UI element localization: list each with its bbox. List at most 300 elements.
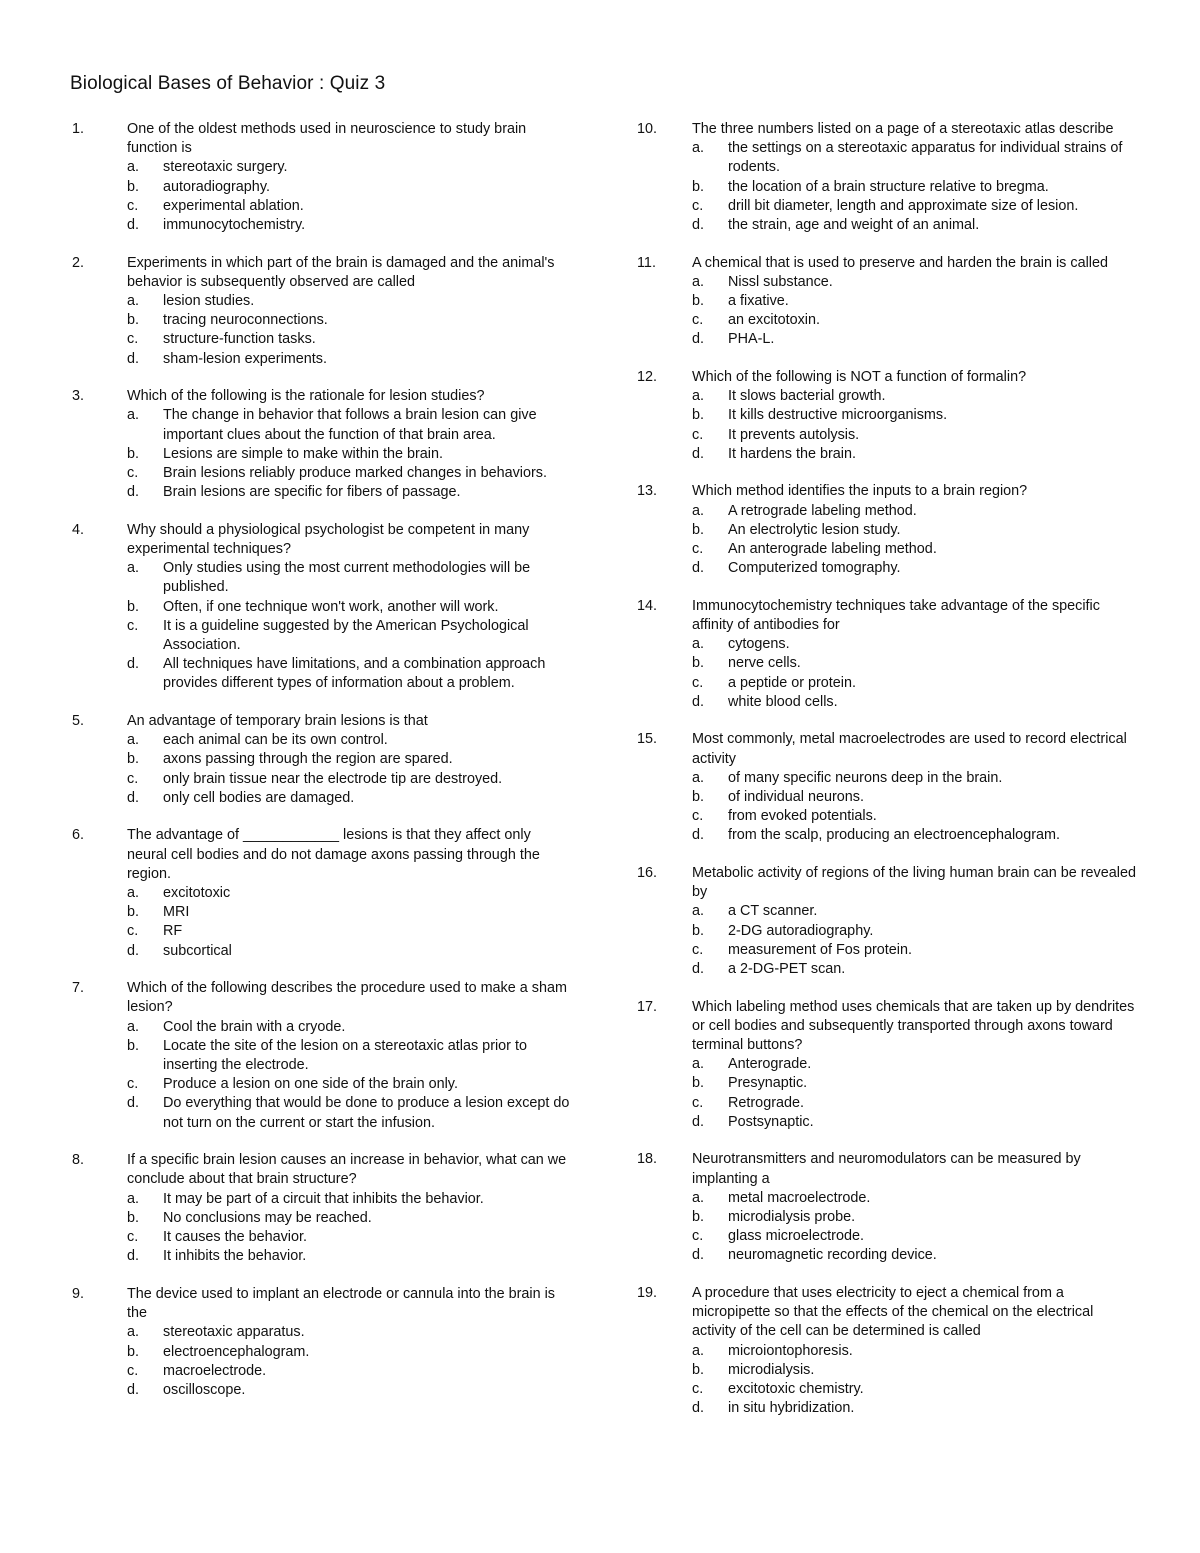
option-letter: d. xyxy=(692,331,705,348)
question-item xyxy=(637,998,1137,1132)
option-text: It is a guideline suggested by the American Psychological Association. xyxy=(163,617,529,654)
question-item xyxy=(637,254,1137,350)
option-letter: a. xyxy=(127,159,140,176)
question-stem xyxy=(72,712,572,731)
answer-option xyxy=(127,922,572,941)
option-text: stereotaxic surgery. xyxy=(163,159,288,176)
option-letter: b. xyxy=(692,407,705,424)
answer-option xyxy=(127,1018,572,1037)
question-stem xyxy=(637,482,1137,501)
answer-option xyxy=(127,350,572,369)
option-text: It causes the behavior. xyxy=(163,1229,307,1246)
answer-option xyxy=(692,406,1137,425)
answer-option xyxy=(127,406,572,444)
question-text: Which of the following describes the procedure used to make a sham lesion? xyxy=(127,980,567,1016)
option-letter: c. xyxy=(692,1094,704,1111)
answer-option xyxy=(692,635,1137,654)
option-letter: d. xyxy=(692,1247,705,1264)
option-text: Nissl substance. xyxy=(728,273,833,290)
answer-option xyxy=(692,1113,1137,1132)
option-text: macroelectrode. xyxy=(163,1362,267,1379)
option-letter: c. xyxy=(127,1362,139,1379)
answer-options xyxy=(72,884,572,961)
question-number: 7. xyxy=(72,980,85,997)
question-number: 13. xyxy=(637,483,658,500)
option-letter: c. xyxy=(692,426,704,443)
option-letter: d. xyxy=(127,217,140,234)
answer-options xyxy=(72,406,572,502)
question-item xyxy=(637,597,1137,712)
option-text: It kills destructive microorganisms. xyxy=(728,407,948,424)
answer-option xyxy=(127,197,572,216)
option-letter: c. xyxy=(692,1228,704,1245)
question-number: 4. xyxy=(72,521,85,538)
option-letter: d. xyxy=(692,1113,705,1130)
answer-options xyxy=(637,387,1137,464)
answer-options xyxy=(637,1342,1137,1419)
question-stem xyxy=(637,998,1137,1056)
answer-option xyxy=(127,789,572,808)
question-number: 8. xyxy=(72,1152,85,1169)
option-text: the strain, age and weight of an animal. xyxy=(728,217,980,234)
question-number: 3. xyxy=(72,388,85,405)
answer-option xyxy=(127,1343,572,1362)
option-letter: a. xyxy=(127,1190,140,1207)
option-letter: a. xyxy=(692,903,705,920)
answer-option xyxy=(692,960,1137,979)
answer-option xyxy=(127,178,572,197)
question-item xyxy=(637,120,1137,235)
answer-option xyxy=(127,559,572,597)
question-text: A chemical that is used to preserve and harden the brain is called xyxy=(692,254,1108,271)
option-letter: b. xyxy=(692,521,705,538)
answer-option xyxy=(127,1362,572,1381)
option-text: microdialysis. xyxy=(728,1361,815,1378)
option-letter: b. xyxy=(127,751,140,768)
answer-option xyxy=(127,1247,572,1266)
question-text: Which labeling method uses chemicals that are taken up by dendrites or cell bodies and subsequently transported through axons toward terminal buttons? xyxy=(692,998,1135,1054)
answer-option xyxy=(127,1190,572,1209)
answer-options xyxy=(72,1323,572,1400)
option-letter: a. xyxy=(127,560,140,577)
option-text: metal macroelectrode. xyxy=(728,1189,871,1206)
option-letter: d. xyxy=(127,1095,140,1112)
option-letter: b. xyxy=(692,293,705,310)
question-text: Which of the following is NOT a function of formalin? xyxy=(692,369,1027,386)
option-text: Only studies using the most current methodologies will be published. xyxy=(163,560,531,596)
option-letter: a. xyxy=(127,732,140,749)
option-letter: c. xyxy=(127,1076,139,1093)
answer-option xyxy=(692,521,1137,540)
answer-option xyxy=(692,941,1137,960)
answer-option xyxy=(692,273,1137,292)
option-text: Cool the brain with a cryode. xyxy=(163,1018,346,1035)
option-letter: a. xyxy=(692,388,705,405)
question-text: Most commonly, metal macroelectrodes are used to record electrical activity xyxy=(692,731,1127,767)
answer-option xyxy=(127,1075,572,1094)
question-stem xyxy=(72,1285,572,1323)
option-letter: b. xyxy=(692,178,705,195)
question-stem xyxy=(72,387,572,406)
option-letter: c. xyxy=(692,674,704,691)
option-letter: c. xyxy=(127,1229,139,1246)
option-text: axons passing through the region are spared. xyxy=(163,751,453,768)
question-stem xyxy=(72,979,572,1017)
option-letter: d. xyxy=(127,484,140,501)
answer-options xyxy=(637,1189,1137,1266)
question-text: An advantage of temporary brain lesions is that xyxy=(127,713,428,730)
option-letter: c. xyxy=(692,808,704,825)
question-number: 17. xyxy=(637,998,658,1015)
option-letter: c. xyxy=(127,770,139,787)
option-letter: c. xyxy=(692,1381,704,1398)
answer-option xyxy=(692,788,1137,807)
option-letter: a. xyxy=(692,1189,705,1206)
option-text: It hardens the brain. xyxy=(728,445,856,462)
question-item xyxy=(72,521,572,694)
answer-option xyxy=(127,1037,572,1075)
option-text: glass microelectrode. xyxy=(728,1228,864,1245)
question-text: The advantage of ____________ lesions is that they affect only neural cell bodies and do not damage axons passing through the region. xyxy=(127,827,540,882)
option-text: Anterograde. xyxy=(728,1056,812,1073)
option-letter: b. xyxy=(127,1209,140,1226)
option-text: cytogens. xyxy=(728,636,790,653)
answer-options xyxy=(72,1018,572,1133)
option-text: neuromagnetic recording device. xyxy=(728,1247,937,1264)
option-text: 2-DG autoradiography. xyxy=(728,922,874,939)
option-letter: b. xyxy=(692,1209,705,1226)
option-letter: d. xyxy=(692,827,705,844)
question-number: 19. xyxy=(637,1285,658,1302)
option-letter: b. xyxy=(127,312,140,329)
answer-option xyxy=(127,292,572,311)
option-letter: d. xyxy=(692,693,705,710)
answer-option xyxy=(692,330,1137,349)
left-question-column xyxy=(72,120,572,1419)
question-stem xyxy=(637,120,1137,139)
question-item xyxy=(72,826,572,960)
question-text: One of the oldest methods used in neuroscience to study brain function is xyxy=(127,121,527,157)
option-letter: c. xyxy=(127,617,139,634)
answer-option xyxy=(127,942,572,961)
option-text: It may be part of a circuit that inhibits the behavior. xyxy=(163,1190,484,1207)
answer-option xyxy=(692,1074,1137,1093)
answer-option xyxy=(692,387,1137,406)
option-text: lesion studies. xyxy=(163,293,255,310)
answer-option xyxy=(692,1055,1137,1074)
option-text: nerve cells. xyxy=(728,655,801,672)
option-letter: c. xyxy=(692,941,704,958)
option-letter: d. xyxy=(692,560,705,577)
question-item xyxy=(72,120,572,235)
option-text: stereotaxic apparatus. xyxy=(163,1324,305,1341)
answer-options xyxy=(637,502,1137,579)
answer-option xyxy=(127,1094,572,1132)
option-letter: a. xyxy=(692,1056,705,1073)
option-text: the settings on a stereotaxic apparatus for individual strains of rodents. xyxy=(728,140,1123,176)
option-text: An anterograde labeling method. xyxy=(728,541,937,558)
option-text: from evoked potentials. xyxy=(728,808,877,825)
option-letter: a. xyxy=(127,407,140,424)
question-item xyxy=(637,864,1137,979)
answer-option xyxy=(692,311,1137,330)
question-number: 10. xyxy=(637,121,658,137)
answer-option xyxy=(692,693,1137,712)
question-stem xyxy=(637,864,1137,902)
question-number: 18. xyxy=(637,1151,658,1168)
option-letter: d. xyxy=(692,1400,705,1417)
answer-options xyxy=(72,158,572,235)
option-text: Brain lesions are specific for fibers of passage. xyxy=(163,484,461,501)
option-text: It inhibits the behavior. xyxy=(163,1248,307,1265)
option-letter: d. xyxy=(692,445,705,462)
answer-option xyxy=(692,922,1137,941)
option-letter: d. xyxy=(127,1248,140,1265)
option-text: a fixative. xyxy=(728,293,789,310)
option-letter: a. xyxy=(692,502,705,519)
option-letter: c. xyxy=(692,197,704,214)
answer-option xyxy=(692,769,1137,788)
option-letter: d. xyxy=(127,350,140,367)
answer-options xyxy=(637,635,1137,712)
question-stem xyxy=(637,368,1137,387)
question-stem xyxy=(72,1151,572,1189)
option-letter: c. xyxy=(692,541,704,558)
right-question-column xyxy=(637,120,1137,1437)
option-letter: b. xyxy=(692,789,705,806)
question-number: 2. xyxy=(72,254,85,271)
option-text: No conclusions may be reached. xyxy=(163,1209,372,1226)
option-letter: b. xyxy=(692,655,705,672)
question-item xyxy=(72,712,572,808)
answer-option xyxy=(692,1189,1137,1208)
answer-options xyxy=(637,139,1137,235)
answer-option xyxy=(692,540,1137,559)
option-text: tracing neuroconnections. xyxy=(163,312,328,329)
question-text: Why should a physiological psychologist be competent in many experimental techniques? xyxy=(127,521,530,558)
question-text: Experiments in which part of the brain is damaged and the animal's behavior is subsequently observed are called xyxy=(127,254,555,290)
question-text: Metabolic activity of regions of the living human brain can be revealed by xyxy=(692,865,1136,901)
option-letter: d. xyxy=(127,656,140,673)
answer-option xyxy=(692,178,1137,197)
answer-option xyxy=(692,1399,1137,1418)
question-item xyxy=(637,482,1137,578)
answer-option xyxy=(692,197,1137,216)
question-item xyxy=(72,1285,572,1400)
answer-options xyxy=(72,731,572,808)
option-letter: d. xyxy=(692,961,705,978)
option-letter: d. xyxy=(127,1381,140,1398)
answer-option xyxy=(127,464,572,483)
option-letter: b. xyxy=(127,598,140,615)
question-item xyxy=(72,979,572,1133)
question-item xyxy=(72,254,572,369)
option-letter: a. xyxy=(692,769,705,786)
option-letter: b. xyxy=(127,1343,140,1360)
answer-option xyxy=(692,502,1137,521)
answer-option xyxy=(692,674,1137,693)
question-text: Neurotransmitters and neuromodulators can be measured by implanting a xyxy=(692,1151,1081,1187)
option-text: an excitotoxin. xyxy=(728,312,820,329)
question-number: 6. xyxy=(72,827,85,844)
option-text: excitotoxic chemistry. xyxy=(728,1381,864,1398)
option-text: a peptide or protein. xyxy=(728,674,857,691)
answer-option xyxy=(692,654,1137,673)
answer-option xyxy=(127,1323,572,1342)
option-text: experimental ablation. xyxy=(163,197,304,214)
question-stem xyxy=(72,120,572,158)
answer-option xyxy=(127,731,572,750)
option-letter: c. xyxy=(127,197,139,214)
question-stem xyxy=(72,521,572,559)
answer-options xyxy=(637,1055,1137,1132)
option-letter: c. xyxy=(127,465,139,482)
option-text: of many specific neurons deep in the brain. xyxy=(728,769,1003,786)
answer-options xyxy=(72,292,572,369)
option-text: from the scalp, producing an electroencephalogram. xyxy=(728,827,1060,844)
question-text: The device used to implant an electrode or cannula into the brain is the xyxy=(127,1285,555,1322)
answer-option xyxy=(127,884,572,903)
option-text: RF xyxy=(163,923,183,940)
question-number: 9. xyxy=(72,1285,85,1302)
answer-options xyxy=(72,1190,572,1267)
option-text: It prevents autolysis. xyxy=(728,426,860,443)
option-text: Locate the site of the lesion on a stereotaxic atlas prior to inserting the electrode. xyxy=(163,1037,527,1074)
answer-option xyxy=(127,216,572,235)
question-number: 12. xyxy=(637,369,658,386)
option-text: the location of a brain structure relative to bregma. xyxy=(728,178,1049,195)
answer-option xyxy=(692,1342,1137,1361)
answer-option xyxy=(692,807,1137,826)
option-letter: a. xyxy=(127,1018,140,1035)
answer-option xyxy=(692,902,1137,921)
option-text: Lesions are simple to make within the brain. xyxy=(163,445,443,462)
option-text: each animal can be its own control. xyxy=(163,732,388,749)
question-text: Immunocytochemistry techniques take advantage of the specific affinity of antibodies for xyxy=(692,597,1100,634)
option-text: Produce a lesion on one side of the brain only. xyxy=(163,1076,458,1093)
option-letter: a. xyxy=(692,140,705,157)
question-number: 14. xyxy=(637,597,658,614)
question-stem xyxy=(637,597,1137,635)
answer-option xyxy=(692,1208,1137,1227)
answer-option xyxy=(127,655,572,693)
option-letter: c. xyxy=(127,331,139,348)
answer-option xyxy=(692,445,1137,464)
answer-option xyxy=(692,426,1137,445)
question-text: If a specific brain lesion causes an increase in behavior, what can we conclude about that brain structure? xyxy=(127,1152,567,1188)
option-text: in situ hybridization. xyxy=(728,1400,855,1417)
option-text: Postsynaptic. xyxy=(728,1113,814,1130)
option-letter: a. xyxy=(127,293,140,310)
option-text: excitotoxic xyxy=(163,885,231,902)
answer-option xyxy=(692,1227,1137,1246)
option-text: structure-function tasks. xyxy=(163,331,316,348)
question-item xyxy=(637,1284,1137,1418)
answer-option xyxy=(127,445,572,464)
answer-option xyxy=(127,1209,572,1228)
answer-option xyxy=(692,292,1137,311)
option-text: only brain tissue near the electrode tip are destroyed. xyxy=(163,770,503,787)
option-text: white blood cells. xyxy=(728,693,838,710)
question-number: 16. xyxy=(637,865,658,882)
question-stem xyxy=(72,254,572,292)
answer-option xyxy=(692,1361,1137,1380)
question-item xyxy=(72,1151,572,1266)
option-text: measurement of Fos protein. xyxy=(728,941,912,958)
answer-option xyxy=(127,1381,572,1400)
option-text: Retrograde. xyxy=(728,1094,804,1111)
option-letter: b. xyxy=(127,1037,140,1054)
question-text: The three numbers listed on a page of a stereotaxic atlas describe xyxy=(692,121,1114,137)
option-letter: a. xyxy=(692,273,705,290)
option-text: electroencephalogram. xyxy=(163,1343,310,1360)
question-stem xyxy=(72,826,572,884)
answer-option xyxy=(692,826,1137,845)
answer-option xyxy=(692,1094,1137,1113)
option-text: Brain lesions reliably produce marked changes in behaviors. xyxy=(163,465,547,482)
question-number: 1. xyxy=(72,121,85,137)
answer-option xyxy=(127,483,572,502)
option-text: microdialysis probe. xyxy=(728,1209,856,1226)
question-item xyxy=(637,368,1137,464)
option-text: It slows bacterial growth. xyxy=(728,388,886,405)
option-letter: b. xyxy=(692,922,705,939)
question-number: 15. xyxy=(637,731,658,748)
option-letter: d. xyxy=(127,942,140,959)
question-item xyxy=(637,730,1137,845)
answer-option xyxy=(127,158,572,177)
option-text: Do everything that would be done to produce a lesion except do not turn on the current or start the infusion. xyxy=(163,1095,570,1131)
option-text: Often, if one technique won't work, another will work. xyxy=(163,598,499,615)
answer-option xyxy=(127,330,572,349)
question-text: A procedure that uses electricity to eject a chemical from a micropipette so that the effects of the chemical on the electrical activity of the cell can be determined is called xyxy=(692,1285,1094,1340)
question-item xyxy=(72,387,572,502)
option-letter: a. xyxy=(692,636,705,653)
question-stem xyxy=(637,730,1137,768)
option-text: A retrograde labeling method. xyxy=(728,502,917,519)
answer-option xyxy=(127,311,572,330)
answer-options xyxy=(637,273,1137,350)
option-letter: d. xyxy=(692,217,705,234)
page-title: Biological Bases of Behavior : Quiz 3 xyxy=(70,73,386,94)
question-number: 11. xyxy=(637,254,656,271)
option-text: drill bit diameter, length and approximate size of lesion. xyxy=(728,197,1079,214)
answer-options xyxy=(72,559,572,693)
answer-option xyxy=(692,559,1137,578)
option-letter: c. xyxy=(127,923,139,940)
option-text: of individual neurons. xyxy=(728,789,865,806)
option-letter: c. xyxy=(692,312,704,329)
answer-options xyxy=(637,769,1137,846)
option-text: autoradiography. xyxy=(163,178,270,195)
option-text: a 2-DG-PET scan. xyxy=(728,961,846,978)
question-stem xyxy=(637,1150,1137,1188)
option-letter: a. xyxy=(127,1324,140,1341)
answer-option xyxy=(127,598,572,617)
option-letter: b. xyxy=(692,1361,705,1378)
answer-option xyxy=(127,770,572,789)
answer-option xyxy=(692,216,1137,235)
question-text: Which of the following is the rationale for lesion studies? xyxy=(127,388,485,405)
answer-option xyxy=(692,1246,1137,1265)
option-text: Computerized tomography. xyxy=(728,560,901,577)
option-letter: a. xyxy=(692,1342,705,1359)
option-text: The change in behavior that follows a brain lesion can give important clues about the function of that brain area. xyxy=(163,407,537,443)
option-letter: b. xyxy=(692,1075,705,1092)
answer-option xyxy=(127,1228,572,1247)
option-text: only cell bodies are damaged. xyxy=(163,789,355,806)
answer-option xyxy=(127,750,572,769)
